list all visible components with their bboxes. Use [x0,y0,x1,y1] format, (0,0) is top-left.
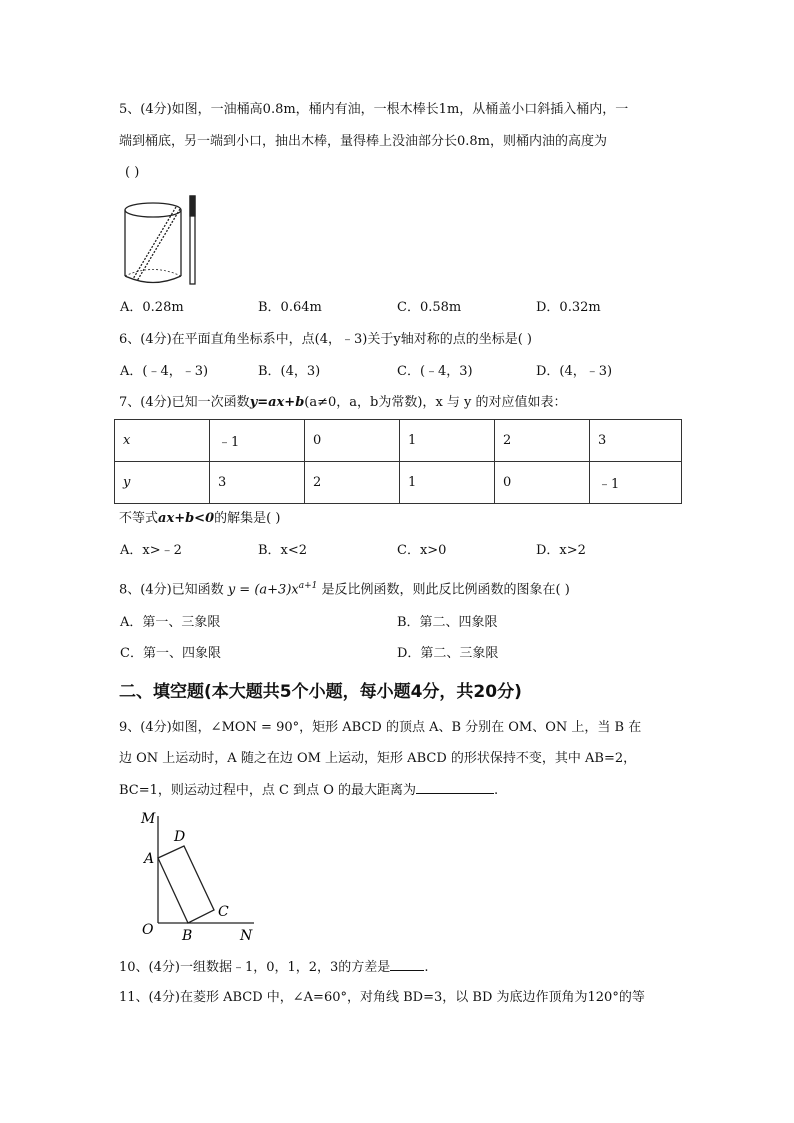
q10-end: . [424,960,429,975]
table-cell: 3 [590,420,682,462]
stick-diagonal-a [133,207,176,279]
label-d: D [174,829,186,845]
q7-option-b: B．x<2 [258,543,308,558]
q8-text-post: 是反比例函数，则此反比例函数的图象在( ) [321,582,570,598]
q7-question [119,510,280,528]
q5-line1: 5、(4分)如图，一油桶高0.8m，桶内有油，一根木棒长1m，从桶盖小口斜插入桶内，一 [119,102,629,117]
label-o: O [142,922,154,938]
q6-option-d: D．(4，﹣3) [536,364,613,379]
q11-text: 11、(4分)在菱形 ABCD 中，∠A=60°，对角线 BD=3，以 BD 为底边作顶角为120°的等 [119,990,645,1005]
label-m: M [141,811,156,827]
answer-blank [390,958,424,971]
q7-text [119,394,567,412]
q6-option-b: B．(4，3) [258,364,321,379]
table-cell: ﹣1 [210,420,305,462]
q7-option-a: A．x>﹣2 [120,543,182,558]
label-b: B [182,928,193,944]
stick-dry-top [190,196,195,216]
table-cell: 1 [400,420,495,462]
table-cell: y [115,462,210,504]
q5-paren: ( ) [125,165,140,180]
answer-blank [416,781,494,794]
table-cell: 2 [495,420,590,462]
q9-line3-end: . [494,783,499,798]
q9-line1: 9、(4分)如图，∠MON = 90°，矩形 ABCD 的顶点 A、B 分别在 OM、ON 上，当 B 在 [119,720,642,735]
rectangle-abcd [158,846,214,923]
q8-option-c: C．第一、四象限 [120,646,221,661]
table-cell: ﹣1 [590,462,682,504]
table-row-y [115,462,682,504]
barrel-bottom-hidden [125,270,181,277]
label-n: N [240,928,253,944]
q7-value-table [114,419,682,504]
q7-text-mid: (a≠0，a，b为常数)， [304,395,436,410]
q7-text-pre: 7、(4分)已知一次函数 [119,395,250,410]
label-a: A [144,851,155,867]
table-cell: x [115,420,210,462]
table-cell: 2 [305,462,400,504]
q10-text-body: 10、(4分)一组数据﹣1，0，1，2，3的方差是 [119,960,391,975]
q5-line2: 端到桶底，另一端到小口，抽出木棒，量得棒上没油部分长0.8m，则桶内油的高度为 [119,134,608,149]
q5-option-a: A．0.28m [120,300,184,315]
stick-diagonal-b [137,209,180,281]
q8-formula: y = (a+3)x [227,582,299,598]
table-cell: 0 [305,420,400,462]
q8-text [119,577,570,599]
q7-question-post: 的解集是( ) [214,511,281,526]
q8-option-a: A．第一、三象限 [120,615,221,630]
q9-line3-text: BC=1，则运动过程中，点 C 到点 O 的最大距离为 [119,783,417,798]
q9-line2: 边 ON 上运动时，A 随之在边 OM 上运动，矩形 ABCD 的形状保持不变，其中 AB=2， [119,751,637,766]
q9-line3 [119,781,498,800]
q7-inequality: ax+b<0 [158,511,215,526]
q10-text [119,958,428,977]
section-title: 二、填空题(本大题共5个小题，每小题4分，共20分) [119,682,522,702]
q6-option-a: A．(﹣4，﹣3) [120,364,209,379]
table-row-x [115,420,682,462]
q5-option-c: C．0.58m [397,300,462,315]
q6-text: 6、(4分)在平面直角坐标系中，点(4，﹣3)关于y轴对称的点的坐标是( ) [119,332,532,347]
q7-option-c: C．x>0 [397,543,447,558]
q5-option-d: D．0.32m [536,300,601,315]
q8-text-pre: 8、(4分)已知函数 [119,582,224,598]
oil-barrel-figure [120,193,202,289]
table-cell: 0 [495,462,590,504]
barrel-bottom-curve [125,276,181,283]
q8-exponent: a+1 [298,581,318,591]
q8-option-d: D．第二、三象限 [397,646,499,661]
q7-option-d: D．x>2 [536,543,586,558]
q6-option-c: C．(﹣4，3) [397,364,473,379]
label-c: C [218,904,229,920]
q7-question-pre: 不等式 [119,511,159,526]
q7-text-post: x 与 y 的对应值如表： [435,395,567,410]
q5-option-b: B．0.64m [258,300,322,315]
q7-function: y=ax+b [249,395,305,410]
table-cell: 3 [210,462,305,504]
table-cell: 1 [400,462,495,504]
q8-option-b: B．第二、四象限 [397,615,498,630]
barrel-top-ellipse [125,203,181,217]
rectangle-figure [136,806,262,946]
